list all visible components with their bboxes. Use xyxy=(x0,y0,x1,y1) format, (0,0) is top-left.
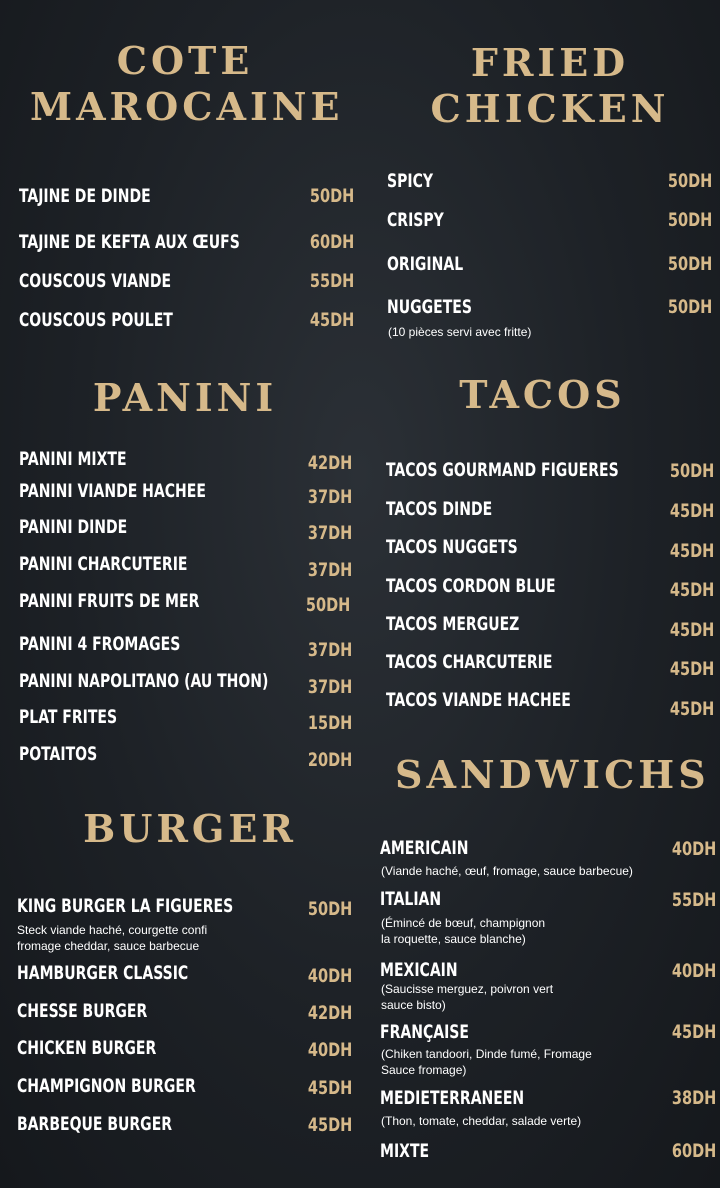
price-nuggetes: 50DH xyxy=(667,296,713,318)
menu-item-italian: ITALIAN xyxy=(380,888,442,910)
menu-item-panini-mixte: PANINI MIXTE xyxy=(19,448,127,470)
price-panini-viande-hachee: 37DH xyxy=(307,486,353,508)
menu-item-mexicain: MEXICAIN xyxy=(380,959,458,981)
price-barbeque-burger: 45DH xyxy=(307,1114,353,1136)
price-original: 50DH xyxy=(667,253,713,275)
menu-item-mixte: MIXTE xyxy=(380,1140,430,1162)
price-mexicain: 40DH xyxy=(671,960,717,982)
menu-item-americain: AMERICAIN xyxy=(380,837,469,859)
price-panini-4-fromages: 37DH xyxy=(307,639,353,661)
price-hamburger-classic: 40DH xyxy=(307,965,353,987)
price-crispy: 50DH xyxy=(667,209,713,231)
menu-item-chesse-burger: CHESSE BURGER xyxy=(17,1000,148,1022)
price-potaitos: 20DH xyxy=(307,749,353,771)
menu-item-barbeque-burger: BARBEQUE BURGER xyxy=(17,1113,173,1135)
title-line: CHICKEN xyxy=(430,86,670,131)
price-americain: 40DH xyxy=(671,838,717,860)
menu-item-panini-charcuterie: PANINI CHARCUTERIE xyxy=(19,553,188,575)
price-francaise: 45DH xyxy=(671,1021,717,1043)
menu-item-panini-fruits-de-mer: PANINI FRUITS DE MER xyxy=(19,590,200,612)
price-chesse-burger: 42DH xyxy=(307,1002,353,1024)
desc-king-burger-line2: fromage cheddar, sauce barbecue xyxy=(17,939,200,953)
price-tacos-charcuterie: 45DH xyxy=(669,658,715,680)
menu-item-tacos-gourmand: TACOS GOURMAND FIGUERES xyxy=(386,459,619,481)
menu-item-chicken-burger: CHICKEN BURGER xyxy=(17,1037,157,1059)
menu-item-medieterraneen: MEDIETERRANEEN xyxy=(380,1087,525,1109)
desc-francaise-line1: (Chiken tandoori, Dinde fumé, Fromage xyxy=(381,1047,592,1061)
price-plat-frites: 15DH xyxy=(307,712,353,734)
title-line: COTE xyxy=(116,38,254,83)
price-tacos-gourmand: 50DH xyxy=(669,460,715,482)
menu-item-couscous-poulet: COUSCOUS POULET xyxy=(19,309,173,331)
title-line: MAROCAINE xyxy=(30,84,344,129)
price-panini-dinde: 37DH xyxy=(307,522,353,544)
menu-item-couscous-viande: COUSCOUS VIANDE xyxy=(19,270,172,292)
price-tajine-kefta: 60DH xyxy=(309,231,355,253)
price-medieterraneen: 38DH xyxy=(671,1087,717,1109)
price-chicken-burger: 40DH xyxy=(307,1039,353,1061)
menu-item-king-burger: KING BURGER LA FIGUERES xyxy=(17,895,234,917)
menu-item-panini-viande-hachee: PANINI VIANDE HACHEE xyxy=(19,480,206,502)
price-champignon-burger: 45DH xyxy=(307,1077,353,1099)
price-tacos-merguez: 45DH xyxy=(669,619,715,641)
menu-item-tacos-merguez: TACOS MERGUEZ xyxy=(386,613,520,635)
menu-item-tacos-nuggets: TACOS NUGGETS xyxy=(386,536,518,558)
section-title-tacos: TACOS xyxy=(459,372,626,417)
menu-item-tacos-viande-hachee: TACOS VIANDE HACHEE xyxy=(386,689,571,711)
price-tajine-dinde: 50DH xyxy=(309,185,355,207)
menu-item-panini-4-fromages: PANINI 4 FROMAGES xyxy=(19,633,181,655)
menu-item-potaitos: POTAITOS xyxy=(19,743,98,765)
menu-item-champignon-burger: CHAMPIGNON BURGER xyxy=(17,1075,196,1097)
price-tacos-viande-hachee: 45DH xyxy=(669,698,715,720)
menu-item-panini-napolitano: PANINI NAPOLITANO (AU THON) xyxy=(19,670,269,692)
price-panini-napolitano: 37DH xyxy=(307,676,353,698)
desc-italian-line1: (Émincé de bœuf, champignon xyxy=(381,916,546,930)
section-title-panini: PANINI xyxy=(92,375,278,420)
menu-item-nuggetes: NUGGETES xyxy=(387,296,472,318)
section-title-cote-marocaine xyxy=(30,38,344,130)
price-tacos-dinde: 45DH xyxy=(669,500,715,522)
price-panini-mixte: 42DH xyxy=(307,452,353,474)
menu-item-crispy: CRISPY xyxy=(387,209,444,231)
section-title-burger: BURGER xyxy=(83,806,297,851)
price-panini-fruits-de-mer: 50DH xyxy=(305,594,351,616)
title-line: FRIED xyxy=(470,40,630,85)
menu-item-hamburger-classic: HAMBURGER CLASSIC xyxy=(17,962,189,984)
menu-item-plat-frites: PLAT FRITES xyxy=(19,706,118,728)
menu-item-tacos-dinde: TACOS DINDE xyxy=(386,498,493,520)
desc-americain: (Viande haché, œuf, fromage, sauce barbecue) xyxy=(381,864,633,878)
desc-mexicain-line2: sauce bisto) xyxy=(381,998,446,1012)
price-spicy: 50DH xyxy=(667,170,713,192)
section-title-fried-chicken xyxy=(400,40,700,132)
desc-francaise-line2: Sauce fromage) xyxy=(381,1063,467,1077)
price-panini-charcuterie: 37DH xyxy=(307,559,353,581)
menu-item-francaise: FRANÇAISE xyxy=(380,1021,469,1043)
price-mixte: 60DH xyxy=(671,1140,717,1162)
desc-italian-line2: la roquette, sauce blanche) xyxy=(381,932,526,946)
menu-item-tajine-kefta: TAJINE DE KEFTA AUX ŒUFS xyxy=(19,231,240,253)
price-couscous-viande: 55DH xyxy=(309,270,355,292)
menu-item-original: ORIGINAL xyxy=(387,253,464,275)
desc-king-burger-line1: Steck viande haché, courgette confi xyxy=(17,923,208,937)
price-italian: 55DH xyxy=(671,889,717,911)
price-tacos-cordon-blue: 45DH xyxy=(669,579,715,601)
price-tacos-nuggets: 45DH xyxy=(669,540,715,562)
desc-nuggetes: (10 pièces servi avec fritte) xyxy=(388,325,532,339)
menu-item-panini-dinde: PANINI DINDE xyxy=(19,516,128,538)
desc-mexicain-line1: (Saucisse merguez, poivron vert xyxy=(381,982,554,996)
price-king-burger: 50DH xyxy=(307,898,353,920)
menu-item-tajine-dinde: TAJINE DE DINDE xyxy=(19,185,151,207)
price-couscous-poulet: 45DH xyxy=(309,309,355,331)
menu-item-spicy: SPICY xyxy=(387,170,434,192)
menu-item-tacos-charcuterie: TACOS CHARCUTERIE xyxy=(386,651,553,673)
section-title-sandwichs: SANDWICHS xyxy=(395,752,710,797)
desc-medieterraneen: (Thon, tomate, cheddar, salade verte) xyxy=(381,1114,582,1128)
menu-item-tacos-cordon-blue: TACOS CORDON BLUE xyxy=(386,575,556,597)
